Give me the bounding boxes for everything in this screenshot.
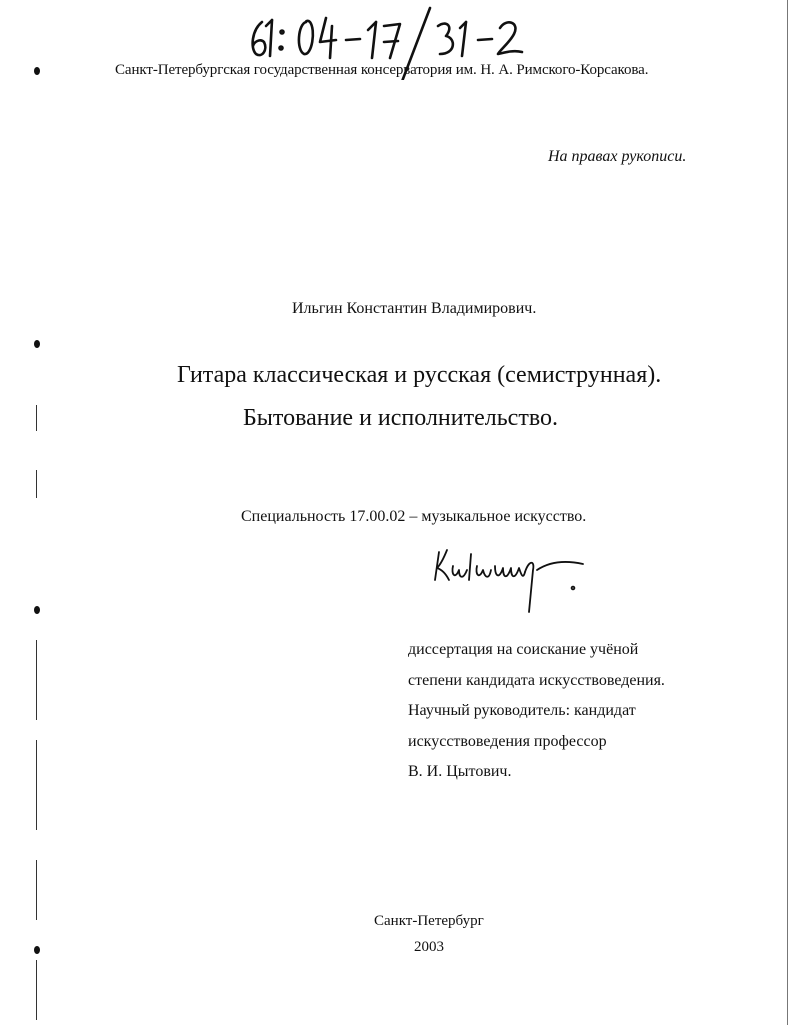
scan-edge-mark bbox=[36, 405, 37, 431]
author-name: Ильгин Константин Владимирович. bbox=[292, 300, 537, 317]
scan-dot bbox=[34, 340, 40, 348]
rights-notice: На правах рукописи. bbox=[548, 148, 687, 165]
scan-edge-mark bbox=[36, 960, 37, 1020]
scan-edge-mark bbox=[36, 740, 37, 830]
dissertation-info-line: искусствоведения профессор bbox=[408, 733, 607, 750]
dissertation-info-line: Научный руководитель: кандидат bbox=[408, 702, 636, 719]
title-line-1: Гитара классическая и русская (семиструнная). bbox=[177, 362, 662, 388]
specialty-line: Специальность 17.00.02 – музыкальное искусство. bbox=[241, 508, 587, 525]
dissertation-info-line: диссертация на соискание учёной bbox=[408, 641, 639, 658]
city: Санкт-Петербург bbox=[374, 913, 484, 929]
scan-edge-mark bbox=[36, 640, 37, 720]
scan-dot bbox=[34, 67, 40, 75]
year: 2003 bbox=[414, 939, 444, 955]
institution-name: Санкт-Петербургская государственная консерватория им. Н. А. Римского-Корсакова. bbox=[115, 62, 649, 78]
handwritten-signature bbox=[425, 540, 605, 615]
scan-dot bbox=[34, 606, 40, 614]
scan-right-edge bbox=[787, 0, 788, 1025]
scan-edge-mark bbox=[36, 470, 37, 498]
scan-dot bbox=[34, 946, 40, 954]
scan-edge-mark bbox=[36, 860, 37, 920]
dissertation-info-line: степени кандидата искусствоведения. bbox=[408, 672, 665, 689]
dissertation-info-line: В. И. Цытович. bbox=[408, 763, 512, 780]
title-line-2: Бытование и исполнительство. bbox=[243, 405, 558, 431]
